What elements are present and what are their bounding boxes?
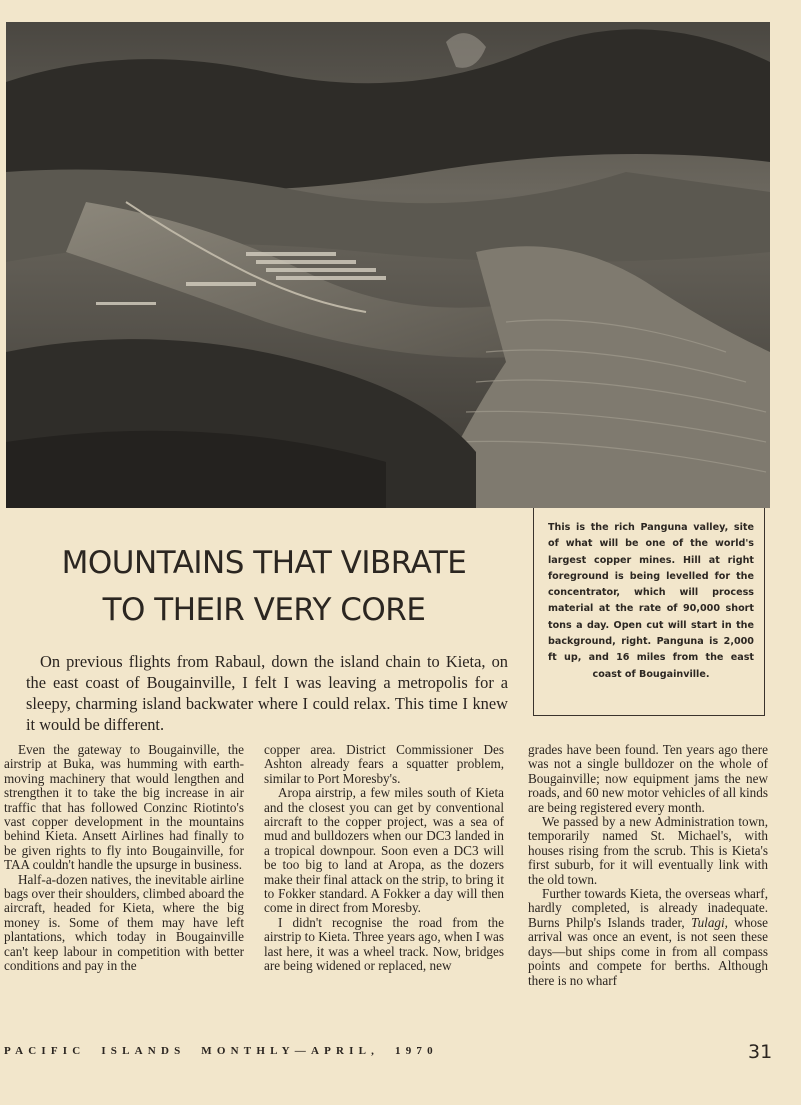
paragraph: I didn't recognise the road from the airstrip to Kieta. Three years ago, when I was last here, it was a wheel track. Now, bridges are being widened or replaced, new [264, 914, 504, 974]
page-footer: PACIFIC ISLANDS MONTHLY—APRIL, 1970 [4, 1045, 438, 1057]
body-column-1 [4, 743, 244, 1028]
paragraph-text: Further towards Kieta, the overseas wharf, hardly completed, is already inadequate. Burns Philp's Islands trader, [528, 886, 768, 930]
paragraph-text: whose arrival was once an event, is not seen these days—but ships come in from all compass points and compete for berths. Although there is no wharf [528, 914, 768, 988]
paragraph [528, 887, 768, 988]
paragraph: Half-a-dozen natives, the inevitable airline bags over their shoulders, climbed aboard the aircraft, headed for Kieta, where the big money is. Some of them may have left plantations, which today in Bougainville can't keep labour in competition with better conditions and pay in the [4, 871, 244, 974]
page-number: 31 [748, 1041, 773, 1063]
headline-line-2: TO THEIR VERY CORE [102, 592, 426, 628]
aerial-landscape-image [6, 22, 770, 508]
paragraph: Even the gateway to Bougainville, the airstrip at Buka, was humming with earth-moving machinery that would lengthen and strengthen it to take the big increase in air traffic that has followed Conzinc Riotinto's vast copper development in the mountains behind Kieta. Ansett Airlines had finally to be given rights to fly into Bougainville, for TAA couldn't handle the upsurge in business. [4, 743, 244, 873]
photo-caption: This is the rich Panguna valley, site of what will be one of the world's largest copper mines. Hill at right foreground is being levelled for the concentrator, which will process material at the rate of 90,000 short tons a day. Open cut will start in the background, right. Panguna is 2,000 ft up, and 16 miles from the east coast of Bougainville. [533, 508, 765, 716]
body-column-2 [264, 743, 504, 1028]
intro-paragraph: On previous flights from Rabaul, down the island chain to Kieta, on the east coast of Bougainville, I felt I was leaving a metropolis for a sleepy, charming island backwater where I could relax. This time I knew it would be different. [26, 652, 508, 734]
paragraph: We passed by a new Administration town, temporarily named St. Michael's, with houses rising from the scrub. This is Kieta's first suburb, for it will eventually link with the old town. [528, 814, 768, 887]
paragraph: copper area. District Commissioner Des Ashton already fears a squatter problem, similar to Port Moresby's. [264, 743, 504, 786]
paragraph: Aropa airstrip, a few miles south of Kieta and the closest you can get by conventional aircraft to the copper project, was a sea of mud and bulldozers when our DC3 landed in a tropical downpour. Soon even a DC3 will be too big to land at Aropa, as the dozers make their final attack on the strip, to bring it to Fokker standard. A Fokker a day will then come in direct from Moresby. [264, 785, 504, 916]
paragraph: grades have been found. Ten years ago there was not a single bulldozer on the whole of Bougainville; now equipment jams the new roads, and 60 new motor vehicles of all kinds are being registered every month. [528, 743, 768, 815]
article-headline [10, 540, 518, 634]
headline-line-1: MOUNTAINS THAT VIBRATE [61, 545, 467, 581]
body-column-3 [528, 743, 768, 1028]
panguna-valley-photo [6, 22, 770, 508]
ship-name: Tulagi, [690, 914, 728, 930]
